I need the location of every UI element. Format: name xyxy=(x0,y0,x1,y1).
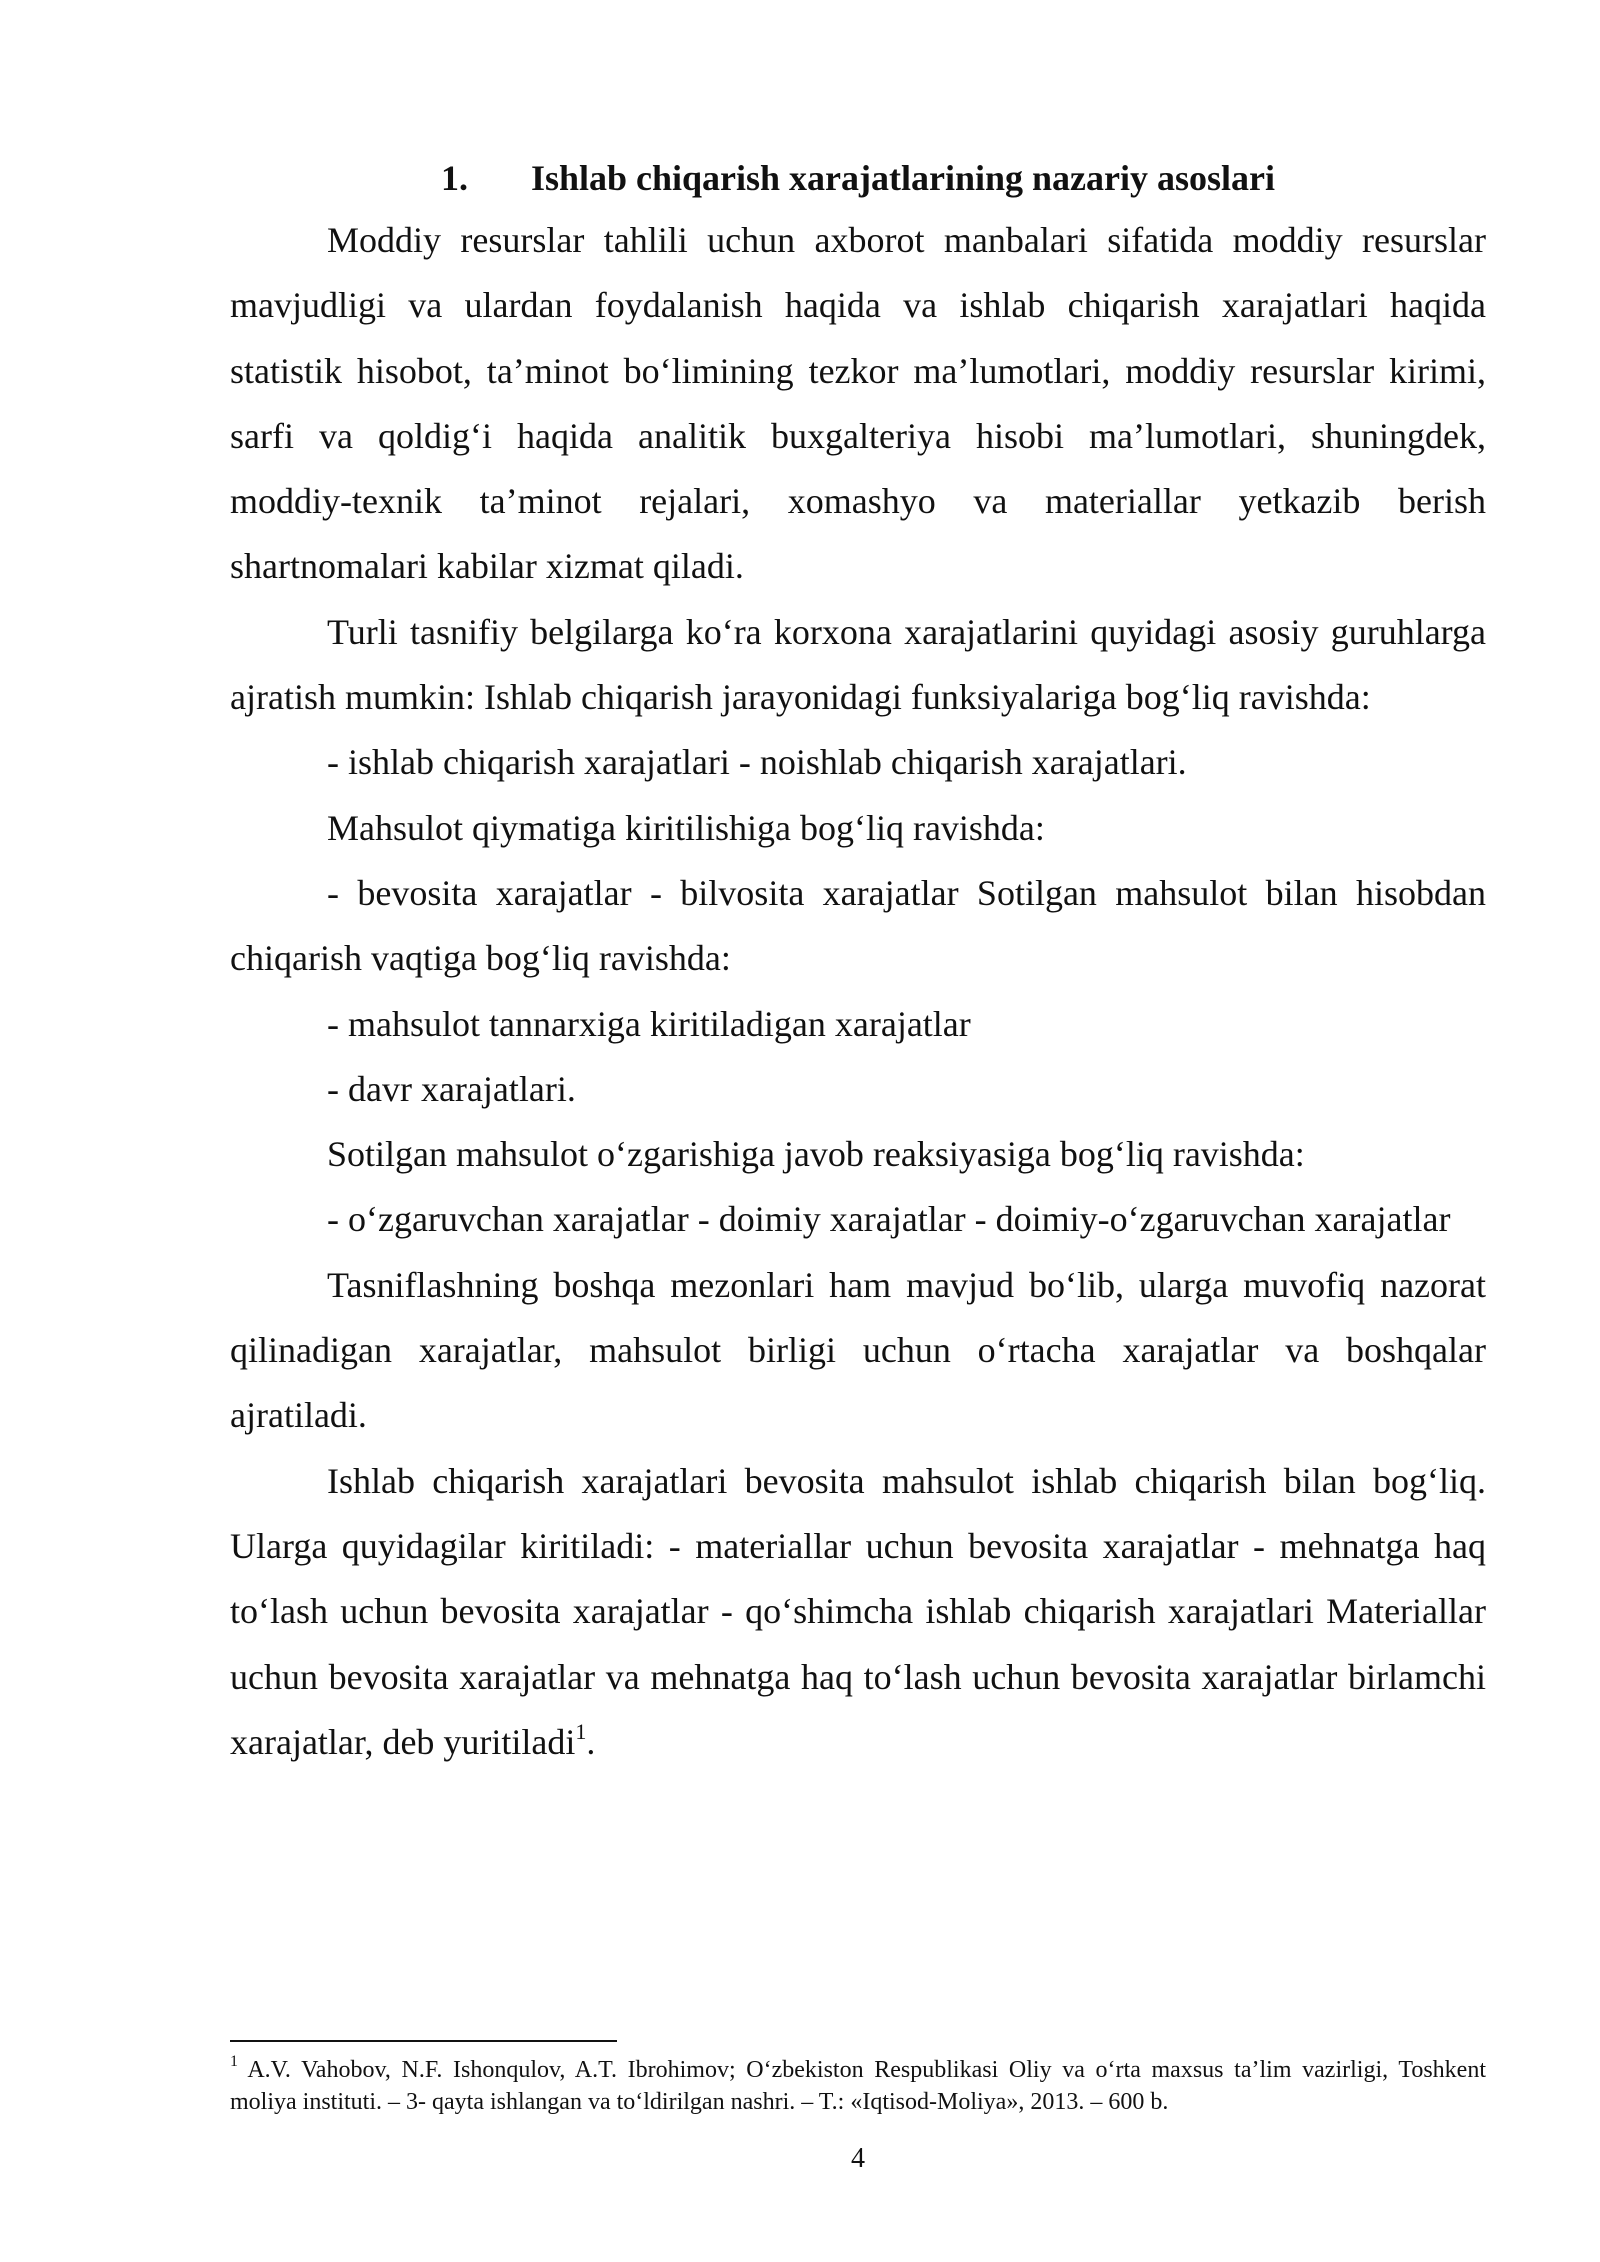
paragraph-text: Ishlab chiqarish xarajatlari bevosita mahsulot ishlab chiqarish bilan bog‘liq. Ularga quyidagilar kiritiladi: - materiallar uchun bevosita xarajatlar - mehnatga haq to‘lash uchun bevosita xarajatlar - qo‘shimcha ishlab chiqarish xarajatlari Materiallar uchun bevosita xarajatlar va mehnatga haq to‘lash uchun bevosita xarajatlar birlamchi xarajatlar, deb yuritiladi xyxy=(230,1460,1486,1762)
footnote-text: A.V. Vahobov, N.F. Ishonqulov, A.T. Ibrohimov; O‘zbekiston Respublikasi Oliy va o‘rta maxsus ta’lim vazirligi, Toshkent moliya instituti. – 3- qayta ishlangan va to‘ldirilgan nashri. – T.: «Iqtisod-Moliya», 2013. – 600 b. xyxy=(230,2057,1486,2115)
paragraph: Sotilgan mahsulot o‘zgarishiga javob reaksiyasiga bog‘liq ravishda: xyxy=(327,1134,1305,1175)
footnote-marker: 1 xyxy=(230,2053,238,2070)
footnote xyxy=(230,2054,1486,2118)
paragraph-with-footnote xyxy=(230,1449,1486,1775)
list-item: - o‘zgaruvchan xarajatlar - doimiy xarajatlar - doimiy-o‘zgaruvchan xarajatlar xyxy=(327,1199,1451,1240)
section-title: Ishlab chiqarish xarajatlarining nazariy asoslari xyxy=(530,158,1276,198)
page-number: 4 xyxy=(851,2143,865,2174)
paragraph: Turli tasnifiy belgilarga ko‘ra korxona xarajatlarini quyidagi asosiy guruhlarga ajratish mumkin: Ishlab chiqarish jarayonidagi funksiyalariga bog‘liq ravishda: xyxy=(230,611,1486,718)
list-item: - bevosita xarajatlar - bilvosita xarajatlar Sotilgan mahsulot bilan hisobdan chiqarish vaqtiga bog‘liq ravishda: xyxy=(230,872,1486,979)
paragraph-end: . xyxy=(586,1721,596,1762)
list-item: - mahsulot tannarxiga kiritiladigan xarajatlar xyxy=(327,1003,971,1044)
section-number: 1. xyxy=(440,158,468,198)
paragraph: Tasniflashning boshqa mezonlari ham mavjud bo‘lib, ularga muvofiq nazorat qilinadigan xarajatlar, mahsulot birligi uchun o‘rtacha xarajatlar va boshqalar ajratiladi. xyxy=(230,1264,1486,1436)
footnote-reference[interactable]: 1 xyxy=(575,1718,587,1744)
footnote-separator xyxy=(230,2040,617,2042)
paragraph: Mahsulot qiymatiga kiritilishiga bog‘liq ravishda: xyxy=(327,807,1045,848)
main-text xyxy=(230,148,1486,1775)
list-item: - davr xarajatlari. xyxy=(327,1068,576,1109)
section-heading xyxy=(230,148,1486,208)
paragraph: Moddiy resurslar tahlili uchun axborot manbalari sifatida moddiy resurslar mavjudligi va ulardan foydalanish haqida va ishlab chiqarish xarajatlari haqida statistik hisobot, ta’minot bo‘limining tezkor ma’lumotlari, moddiy resurslar kirimi, sarfi va qoldig‘i haqida analitik buxgalteriya hisobi ma’lumotlari, shuningdek, moddiy-texnik ta’minot rejalari, xomashyo va materiallar yetkazib berish shartnomalari kabilar xizmat qiladi. xyxy=(230,220,1486,587)
list-item: - ishlab chiqarish xarajatlari - noishlab chiqarish xarajatlari. xyxy=(327,742,1187,783)
